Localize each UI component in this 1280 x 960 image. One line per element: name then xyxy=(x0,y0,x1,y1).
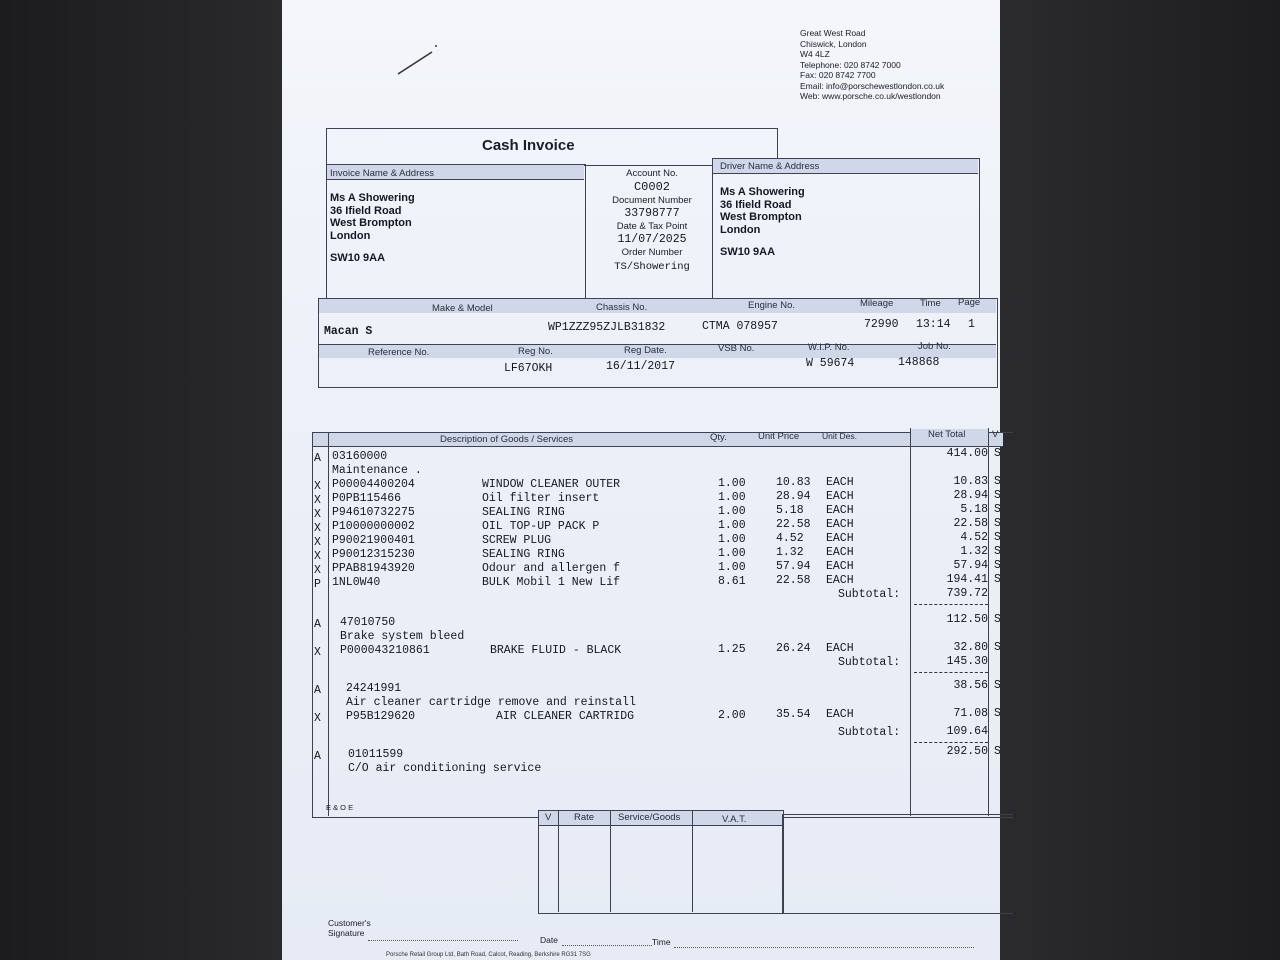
date-label: Date xyxy=(540,935,558,945)
address-line: Great West Road xyxy=(800,28,866,38)
row-part: Brake system bleed xyxy=(340,630,465,643)
row-unit-price: 4.52 xyxy=(776,532,804,545)
row-vat-code: S xyxy=(994,447,1001,460)
vat-header-vat: V.A.T. xyxy=(722,814,747,825)
row-vat-code: S xyxy=(994,531,1001,544)
vat-header-goods: Service/Goods xyxy=(618,812,681,823)
row-code: A xyxy=(314,452,321,465)
row-part: 1NL0W40 xyxy=(332,576,381,589)
company-address xyxy=(800,28,944,102)
background-right xyxy=(1000,0,1280,960)
row-net-total: 112.50 xyxy=(946,613,988,626)
row-vat-code: S xyxy=(994,613,1001,626)
row-quantity: 1.25 xyxy=(718,643,746,656)
row-unit: EACH xyxy=(826,504,854,517)
row-description: BULK Mobil 1 New Lif xyxy=(482,576,621,589)
row-vat-code: S xyxy=(994,745,1001,758)
row-net-total: 739.72 xyxy=(946,587,988,600)
driver-address: Ms A Showering 36 Ifield Road West Brompton London SW10 9AA xyxy=(720,186,805,258)
row-part: P95B129620 xyxy=(346,710,416,723)
row-unit-price: 5.18 xyxy=(776,504,804,517)
row-net-total: 292.50 xyxy=(946,745,988,758)
row-unit-price: 35.54 xyxy=(776,708,811,721)
row-quantity: 1.00 xyxy=(718,533,746,546)
row-part: Air cleaner cartridge remove and reinstall xyxy=(346,696,636,709)
address-line: Web: www.porsche.co.uk/westlondon xyxy=(800,91,941,101)
row-unit-price: 1.32 xyxy=(776,546,804,559)
eoe-label: E & O E xyxy=(326,803,354,812)
row-description: BRAKE FLUID - BLACK xyxy=(490,644,622,657)
row-unit: EACH xyxy=(826,546,854,559)
row-description: OIL TOP-UP PACK P xyxy=(482,520,600,533)
goods-table xyxy=(312,432,1013,818)
subtotal-divider xyxy=(914,672,988,673)
row-net-total: 71.08 xyxy=(953,707,988,720)
row-description: AIR CLEANER CARTRIDG xyxy=(496,710,635,723)
row-description: SEALING RING xyxy=(482,506,565,519)
invoice-paper: Great West Road Chiswick, London W4 4LZ Telephone: 020 8742 7000 Fax: 020 8742 7700 Email: info@porschewestlondon.co.uk Web: www.porsche.co.uk/westlondon Cash Invoice Invoice Name & Address Ms A Showering 36 Ifield Road West Brompton London SW10 9AA Account No. C0002 Document Number 33798777 Date & Tax Point 11/07/2025 Order Number TS/Showering Driver Name & Address Ms A Showering 36 Ifield Road West Brompton London SW10 9AA Make & Model Chassis No. Engine No. Mileage Time Page Macan S WP1ZZZ95ZJLB31832 CTMA 078957 72990 13:14 1 Reference No. Reg No. Reg Date. VSB No. W.I.P. No. Job No. LF67OKH 16/11/2017 W 59674 148868 Description of Goods / Services Qty. Unit Price Unit Des. Net Total V A 03160000 414.00 S Maintenance . X P00004400204 WINDOW CLEANER OUTER 1.00 10.83 EACH 10.83 S X P0PB115466 Oil filter insert 1.00 28.94 EACH 28.94 S X P94610732275 SEALING RING 1.00 5.18 EACH 5.18 S X P10000000002 OIL TOP-UP PACK P 1.00 22.58 EACH 22.58 S X P90021900401 SCREW PLUG 1.00 4.52 EACH 4.52 S X P90012315230 SEALING RING 1.00 1.32 EACH 1.32 S X PPAB81943920 Odour and allergen f 1.00 57.94 EACH 57.94 S P 1NL0W40 BULK Mobil 1 New Lif 8.61 22.58 EACH 194.41 S Subtotal: 739.72 A 47010750 112.50 S Brake system bleed X P000043210861 BRAKE FLUID - BLACK 1.25 26.24 EACH 32.80 S Subtotal: 145.30 A 24241991 38.56 S Air cleaner cartridge remove and reinstall X P95B129620 AIR CLEANER CARTRIDG 2.00 35.54 EACH 71.08 S Subtotal: 109.64 A 01011599 292.50 S C/O air conditioning service E & O E V Rate Service/Goods V.A.T. Customer's Signature Date Time Porsche Retail Group Ltd, Bath Road, Calcot, Reading, Berkshire RG31 7SG xyxy=(282,0,1000,960)
row-quantity: 2.00 xyxy=(718,709,746,722)
row-quantity: 8.61 xyxy=(718,575,746,588)
row-unit: EACH xyxy=(826,642,854,655)
row-part: Maintenance . xyxy=(332,464,422,477)
row-vat-code: S xyxy=(994,559,1001,572)
row-quantity: 1.00 xyxy=(718,491,746,504)
row-code: X xyxy=(314,646,321,659)
row-unit-price: 22.58 xyxy=(776,518,811,531)
row-unit: EACH xyxy=(826,708,854,721)
row-quantity: 1.00 xyxy=(718,547,746,560)
row-net-total: 194.41 xyxy=(946,573,988,586)
row-code: X xyxy=(314,480,321,493)
row-code: P xyxy=(314,578,321,591)
account-details: Account No. C0002 Document Number 33798777 Date & Tax Point 11/07/2025 Order Number TS/Showering xyxy=(612,168,692,273)
row-net-total: 414.00 xyxy=(946,447,988,460)
row-unit: EACH xyxy=(826,532,854,545)
row-part: PPAB81943920 xyxy=(332,562,415,575)
row-unit-price: 22.58 xyxy=(776,574,811,587)
row-vat-code: S xyxy=(994,517,1001,530)
row-net-total: 109.64 xyxy=(946,725,988,738)
row-net-total: 4.52 xyxy=(960,531,988,544)
invoice-address-label: Invoice Name & Address xyxy=(330,168,435,179)
row-code: A xyxy=(314,618,321,631)
row-part: P90012315230 xyxy=(332,548,415,561)
row-unit: Subtotal: xyxy=(838,726,901,739)
row-vat-code: S xyxy=(994,475,1001,488)
row-part: C/O air conditioning service xyxy=(348,762,542,775)
row-part: P10000000002 xyxy=(332,520,415,533)
row-description: WINDOW CLEANER OUTER xyxy=(482,478,621,491)
row-vat-code: S xyxy=(994,573,1001,586)
pen-mark xyxy=(394,40,444,80)
row-vat-code: S xyxy=(994,503,1001,516)
row-unit-price: 10.83 xyxy=(776,476,811,489)
row-unit-price: 26.24 xyxy=(776,642,811,655)
row-code: X xyxy=(314,564,321,577)
time-label: Time xyxy=(652,937,671,947)
row-vat-code: S xyxy=(994,707,1001,720)
row-quantity: 1.00 xyxy=(718,519,746,532)
row-part: P94610732275 xyxy=(332,506,415,519)
row-vat-code: S xyxy=(994,641,1001,654)
row-unit: EACH xyxy=(826,574,854,587)
vat-header-rate: Rate xyxy=(574,812,595,823)
address-line: Fax: 020 8742 7700 xyxy=(800,70,876,80)
row-net-total: 22.58 xyxy=(953,517,988,530)
vat-header-v: V xyxy=(545,812,552,823)
address-line: Chiswick, London xyxy=(800,38,867,49)
row-code: X xyxy=(314,712,321,725)
row-part: P000043210861 xyxy=(340,644,430,657)
row-part: 01011599 xyxy=(348,748,404,761)
row-code: X xyxy=(314,522,321,535)
row-net-total: 28.94 xyxy=(953,489,988,502)
row-vat-code: S xyxy=(994,679,1001,692)
row-code: A xyxy=(314,750,321,763)
row-unit: Subtotal: xyxy=(838,656,901,669)
row-unit: Subtotal: xyxy=(838,588,901,601)
row-part: P0PB115466 xyxy=(332,492,402,505)
row-vat-code: S xyxy=(994,489,1001,502)
row-part: P90021900401 xyxy=(332,534,415,547)
row-code: X xyxy=(314,508,321,521)
row-code: A xyxy=(314,684,321,697)
address-line: W4 4LZ xyxy=(800,49,830,59)
row-unit-price: 57.94 xyxy=(776,560,811,573)
row-unit: EACH xyxy=(826,476,854,489)
footer-text: Porsche Retail Group Ltd, Bath Road, Calcot, Reading, Berkshire RG31 7SG xyxy=(386,952,591,958)
row-net-total: 10.83 xyxy=(953,475,988,488)
row-vat-code: S xyxy=(994,545,1001,558)
row-description: Odour and allergen f xyxy=(482,562,621,575)
subtotal-divider xyxy=(914,604,988,605)
row-code: X xyxy=(314,494,321,507)
page-title: Cash Invoice xyxy=(482,137,575,154)
row-net-total: 5.18 xyxy=(960,503,988,516)
address-line: Email: info@porschewestlondon.co.uk xyxy=(800,80,945,91)
signature-label: Customer's Signature xyxy=(328,918,371,938)
row-part: 24241991 xyxy=(346,682,402,695)
row-part: 47010750 xyxy=(340,616,396,629)
row-unit-price: 28.94 xyxy=(776,490,811,503)
row-quantity: 1.00 xyxy=(718,561,746,574)
row-net-total: 145.30 xyxy=(946,655,988,668)
row-description: SEALING RING xyxy=(482,548,565,561)
total-box xyxy=(782,814,1013,914)
row-part: 03160000 xyxy=(332,450,388,463)
row-net-total: 1.32 xyxy=(960,545,988,558)
driver-address-label: Driver Name & Address xyxy=(720,161,820,172)
row-part: P00004400204 xyxy=(332,478,415,491)
row-code: X xyxy=(314,536,321,549)
row-description: SCREW PLUG xyxy=(482,534,552,547)
row-unit: EACH xyxy=(826,490,854,503)
invoice-address: Ms A Showering 36 Ifield Road West Brompton London SW10 9AA xyxy=(330,192,415,264)
row-code: X xyxy=(314,550,321,563)
row-quantity: 1.00 xyxy=(718,477,746,490)
row-quantity: 1.00 xyxy=(718,505,746,518)
subtotal-divider xyxy=(914,742,988,743)
background-left xyxy=(0,0,282,960)
row-net-total: 57.94 xyxy=(953,559,988,572)
row-unit: EACH xyxy=(826,518,854,531)
row-net-total: 32.80 xyxy=(953,641,988,654)
address-line: Telephone: 020 8742 7000 xyxy=(800,59,901,70)
row-net-total: 38.56 xyxy=(953,679,988,692)
row-unit: EACH xyxy=(826,560,854,573)
row-description: Oil filter insert xyxy=(482,492,600,505)
